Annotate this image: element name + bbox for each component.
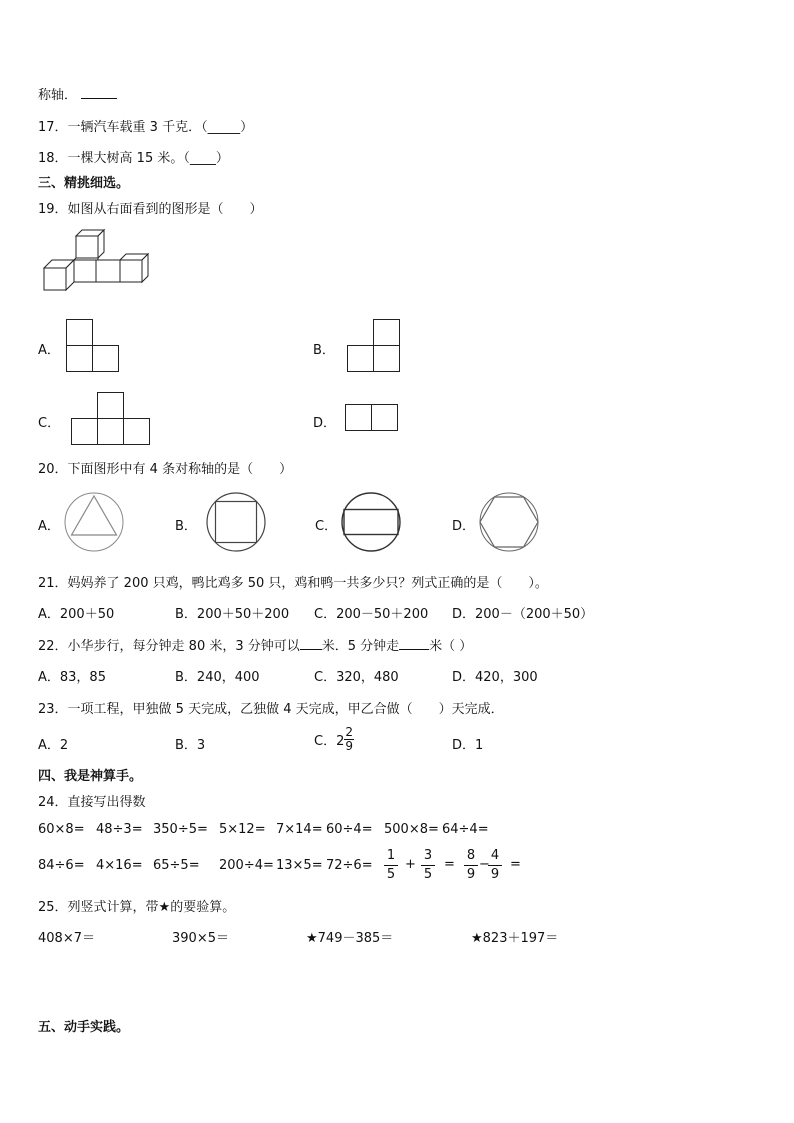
fraction-8-9: [464, 847, 478, 884]
q21-option-c[interactable]: C．200－50＋200: [314, 607, 429, 622]
q25-item: 390×5＝: [172, 931, 229, 946]
q17-text: 17．一辆汽车载重 3 千克．（_____）: [38, 120, 254, 135]
q22-text-mid: 米．5 分钟走: [321, 639, 400, 654]
equals-sign: =: [510, 857, 521, 872]
q24-item: 350÷5=: [153, 822, 208, 837]
plus-sign: +: [405, 857, 416, 872]
circle-with-hexagon-shape: [478, 492, 542, 554]
section-4-title: 四、我是神算手。: [38, 769, 143, 784]
q19-option-b-shape: [347, 319, 401, 373]
q20-option-b-label[interactable]: B．: [175, 519, 197, 534]
fraction-numerator: 3: [423, 848, 433, 863]
q23-option-c-fraction: [344, 726, 354, 753]
q20-text: 20．下面图形中有 4 条对称轴的是（ ）: [38, 462, 293, 477]
q19-option-a-shape: [66, 319, 120, 373]
q24-item: 84÷6=: [38, 858, 85, 873]
q21-text: 21．妈妈养了 200 只鸡，鸭比鸡多 50 只，鸡和鸭一共多少只？列式正确的是（ ）。: [38, 576, 548, 591]
fraction-numerator: 1: [386, 848, 396, 863]
q19-option-d-label[interactable]: D．: [313, 416, 337, 431]
q24-item: 60×8=: [38, 822, 85, 837]
q25-text: 25．列竖式计算，带★的要验算。: [38, 900, 236, 915]
q16-tail: [38, 84, 117, 103]
fraction-denominator: 5: [384, 865, 398, 884]
q23-option-a[interactable]: A．2: [38, 738, 69, 753]
q19-option-a-label[interactable]: A．: [38, 343, 60, 358]
q21-option-a[interactable]: A．200＋50: [38, 607, 115, 622]
answer-blank[interactable]: [399, 636, 429, 650]
fraction-numerator: 4: [490, 848, 500, 863]
q21-option-b[interactable]: B．200＋50＋200: [175, 607, 290, 622]
q24-item: 48÷3=: [96, 822, 143, 837]
circle-with-rectangle-shape: [340, 492, 404, 554]
q23-option-c-whole: C．2: [314, 734, 345, 749]
q22-text: [38, 635, 472, 654]
q25-item: ★749－385＝: [306, 931, 394, 946]
q22-text-pre: 22．小华步行，每分钟走 80 米，3 分钟可以: [38, 639, 300, 654]
q19-option-b-label[interactable]: B．: [313, 343, 335, 358]
q24-item: 65÷5=: [153, 858, 200, 873]
q24-text: 24．直接写出得数: [38, 795, 146, 810]
circle-with-triangle-shape: [64, 492, 126, 554]
fraction-denominator: 5: [421, 865, 435, 884]
section-5-title: 五、动手实践。: [38, 1020, 130, 1035]
equals-sign: =: [444, 857, 455, 872]
fraction-numerator: 8: [466, 848, 476, 863]
q24-item: 60÷4=: [326, 822, 373, 837]
fraction-1-5: [384, 847, 398, 884]
q25-item: ★823＋197＝: [471, 931, 559, 946]
q24-item: 13×5=: [276, 858, 323, 873]
q22-text-post: 米（ ）: [429, 639, 473, 654]
q22-option-a[interactable]: A．83，85: [38, 670, 106, 685]
fraction-denominator: 9: [488, 865, 502, 884]
answer-blank[interactable]: [81, 85, 117, 99]
q24-item: 5×12=: [219, 822, 266, 837]
q23-option-b[interactable]: B．3: [175, 738, 206, 753]
q19-text: 19．如图从右面看到的图形是（ ）: [38, 202, 263, 217]
cube-stack-figure: [40, 228, 160, 294]
q16-tail-text: 称轴．: [38, 88, 78, 103]
q19-option-c-shape: [71, 392, 151, 446]
q24-item: 64÷4=: [442, 822, 489, 837]
q22-option-b[interactable]: B．240，400: [175, 670, 260, 685]
q18-text: 18．一棵大树高 15 米。（____）: [38, 151, 229, 166]
answer-blank[interactable]: [300, 636, 322, 650]
q25-item: 408×7＝: [38, 931, 95, 946]
q22-option-d[interactable]: D．420，300: [452, 670, 538, 685]
q22-option-c[interactable]: C．320，480: [314, 670, 399, 685]
q20-option-c-label[interactable]: C．: [315, 519, 338, 534]
q24-item: 4×16=: [96, 858, 143, 873]
q23-text: 23．一项工程，甲独做 5 天完成，乙独做 4 天完成，甲乙合做（ ）天完成．: [38, 702, 504, 717]
q24-item: 500×8=: [384, 822, 439, 837]
fraction-denominator: 9: [464, 865, 478, 884]
q23-option-d[interactable]: D．1: [452, 738, 484, 753]
q24-item: 7×14=: [276, 822, 323, 837]
fraction-4-9: [488, 847, 502, 884]
fraction-3-5: [421, 847, 435, 884]
section-3-title: 三、精挑细选。: [38, 176, 130, 191]
q20-option-d-label[interactable]: D．: [452, 519, 476, 534]
circle-with-square-shape: [204, 492, 270, 554]
fraction-denominator: 9: [345, 739, 353, 753]
q24-item: 72÷6=: [326, 858, 373, 873]
q19-option-d-shape: [345, 404, 399, 432]
q24-item: 200÷4=: [219, 858, 274, 873]
q19-option-c-label[interactable]: C．: [38, 416, 61, 431]
q20-option-a-label[interactable]: A．: [38, 519, 60, 534]
q21-option-d[interactable]: D．200－（200＋50）: [452, 607, 594, 622]
fraction-numerator: 2: [345, 725, 353, 739]
minus-sign: −: [479, 857, 490, 872]
q23-option-c[interactable]: [314, 726, 354, 753]
